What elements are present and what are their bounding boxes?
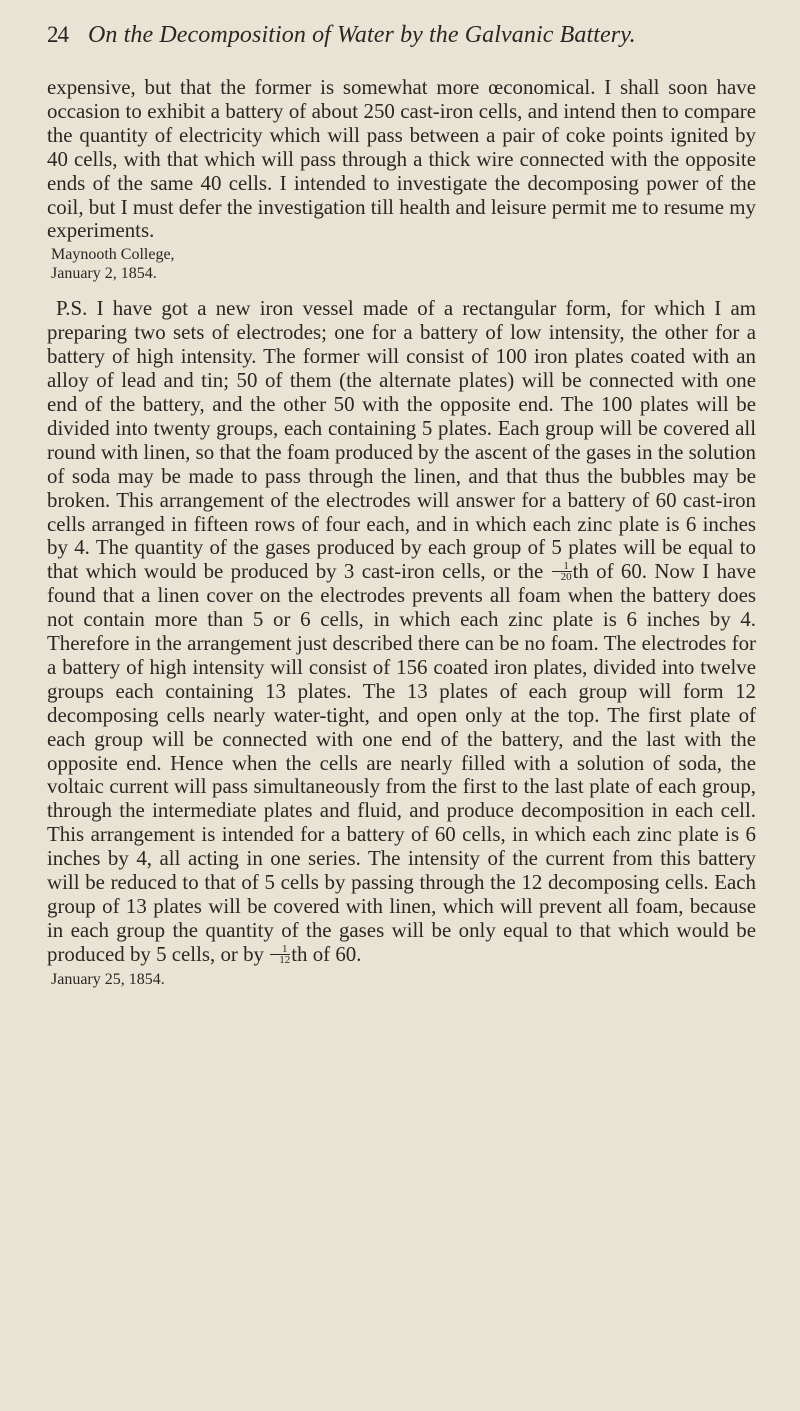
postscript-text-part-2: th of 60. Now I have found that a linen cover on the electrodes prevents all foam when the battery does not contain more than 5 or 6 cells, in which each zinc plate is 6 inches by 4. Therefore in the arrangement just described there can be no foam. The electrodes for a battery of high intensity will consist of 156 coated iron plates, divided into twelve groups each containing 13 plates. The 13 plates of each group will form 12 decomposing cells nearly water-tight, and open only at the top. The first plate of each group will be connected with one end of the battery, and the last with the opposite end. Hence when the cells are nearly filled with a solution of soda, the voltaic current will pass simultaneously from the first to the last plate of each group, through the intermediate plates and fluid, and produce decomposition in each cell. This arrangement is intended for a battery of 60 cells, in which each zinc plate is 6 inches by 4, all acting in one series. The intensity of the current from this battery will be reduced to that of 5 cells by passing through the 12 decomposing cells. Each group of 13 plates will be covered with linen, which will prevent all foam, because in each group the quantity of the gases will be only equal to that which would be produced by 5 cells, or by [47,559,756,966]
postscript-text-part-3: th of 60. [291,941,362,966]
page-header [47,22,756,62]
fraction-numerator: 1 [270,944,290,955]
fraction-denominator: 20 [560,571,572,584]
signoff [51,245,756,283]
postscript-date: January 25, 1854. [51,970,165,988]
postscript-paragraph [47,297,756,966]
fraction-denominator: 12 [279,953,291,966]
postscript-text-part-1: P.S. I have got a new iron vessel made of a rectangular form, for which I am preparing two sets of electrodes; one for a battery of low intensity, the other for a battery of high intensity. The former will consist of 100 iron plates coated with an alloy of lead and tin; 50 of them (the alternate plates) will be connected with one end of the battery, and the other 50 with the opposite end. The 100 plates will be divided into twenty groups, each containing 5 plates. Each group will be covered all round with linen, so that the foam produced by the ascent of the gases in the solution of soda may be made to pass through the linen, and that thus the bubbles may be broken. This arrangement of the electrodes will answer for a battery of 60 cast-iron cells arranged in fifteen rows of four each, and in which each zinc plate is 6 inches by 4. The quantity of the gases produced by each group of 5 plates will be equal to that which would be produced by 3 cast-iron cells, or the [47,296,756,584]
page-number: 24 [47,22,68,47]
signoff-date: January 2, 1854. [51,265,157,283]
fraction-one-twentieth [552,561,572,582]
fraction-one-twelfth [270,944,290,965]
paragraph-continuation: expensive, but that the former is somewhat more œconomical. I shall soon have occasion to exhibit a battery of about 250 cast-iron cells, and intend then to compare the quantity of electricity which will pass between a pair of coke points ignited by 40 cells, with that which will pass through a thick wire connected with the opposite ends of the same 40 cells. I intended to investigate the decomposing power of the coil, but I must defer the investigation till health and leisure permit me to resume my experiments. [47,75,756,243]
signoff-place: Maynooth College, [51,246,175,264]
fraction-numerator: 1 [552,561,572,572]
running-title: On the Decomposition of Water by the Galvanic Battery. [88,22,636,48]
